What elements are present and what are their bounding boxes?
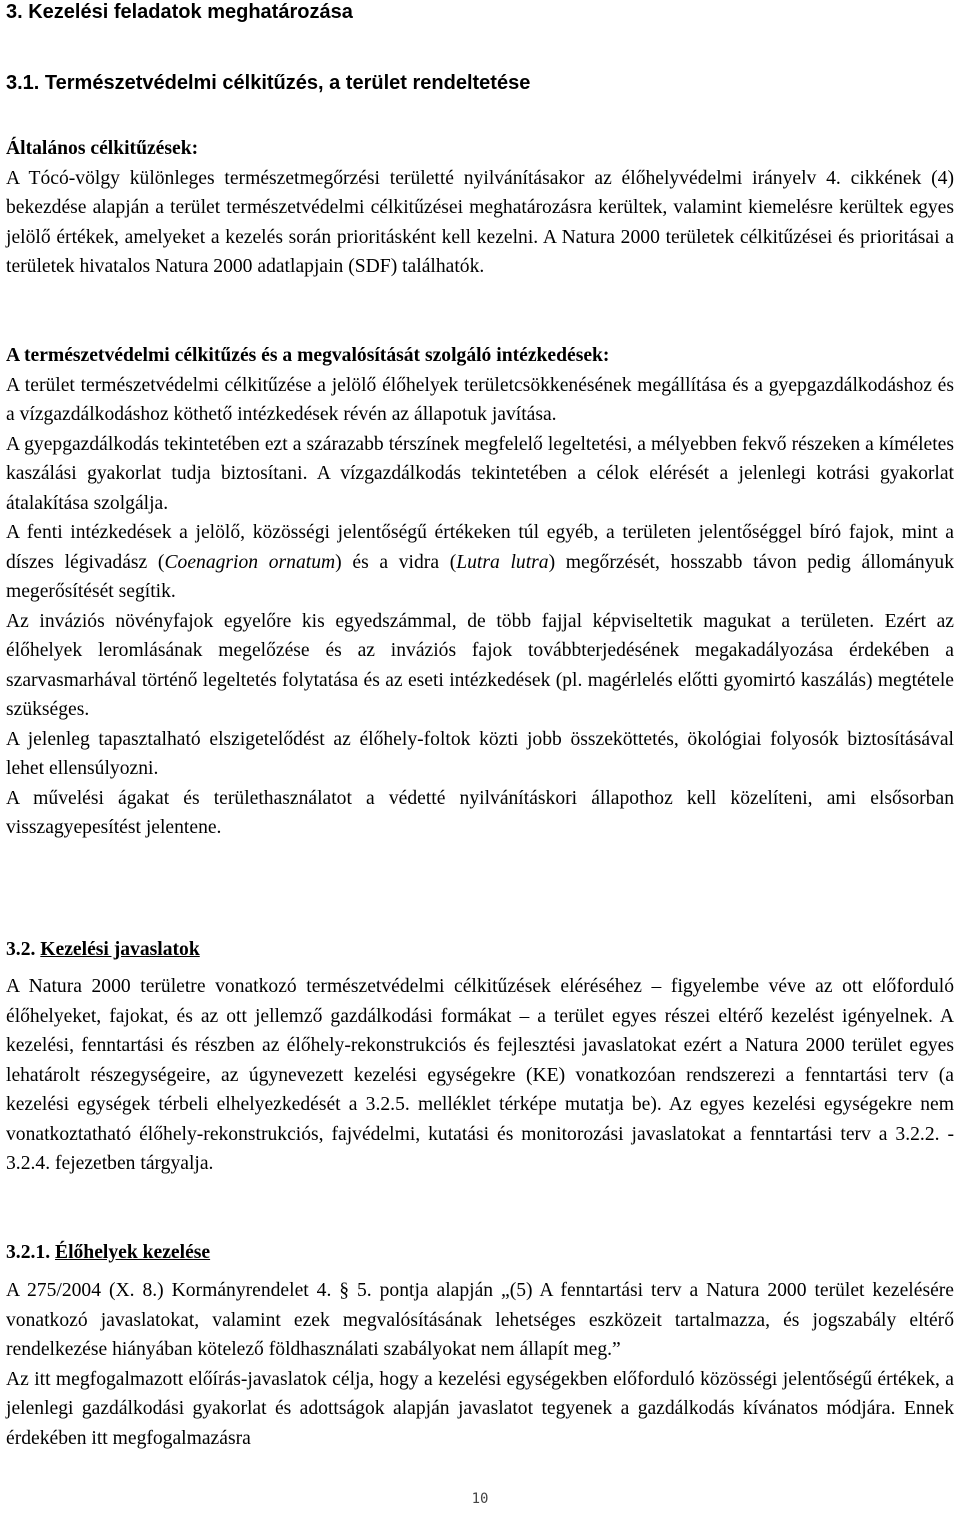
subsection-title-3-1: 3.1. Természetvédelmi célkitűzés, a terület rendeltetése [6, 72, 531, 94]
general-objectives-text: A Tócó-völgy különleges természetmegőrzési területté nyilvánításakor az élőhelyvédelmi irányelv 4. cikkének (4) bekezdése alapján a terület természetvédelmi célkitűzései meghatározásra kerültek, valamint kiemelésre kerültek egyes jelölő értékek, amelyeket a kezelés során prioritásként kell kezelni. A Natura 2000 területek célkitűzései és prioritásai a területek hivatalos Natura 2000 adatlapjain (SDF) találhatók. [6, 167, 954, 277]
subsection-heading-3-2 [6, 935, 954, 965]
measures-paragraph-3-part-a: A fenti intézkedések a jelölő, közösségi jelentőségű értékeken túl egyéb, a területen jelentőséggel bíró fajok, mint a díszes légivadász ( [6, 522, 954, 573]
measures-paragraph-3-part-c: ) megőrzését, hosszabb távon pedig állományuk megerősítését segítik. [6, 551, 955, 602]
habitat-management-paragraph-1: A 275/2004 (X. 8.) Kormányrendelet 4. § 5. pontja alapján „(5) A fenntartási terv a Natura 2000 terület kezelésére vonatkozó javaslatokat, valamint ezek megvalósításának lehetséges eszközeit tartalmazza, és jogszabály eltérő rendelkezése hiányában kötelező földhasználati szabályokat nem állapít meg.” [6, 1280, 954, 1360]
section-title: 3. Kezelési feladatok meghatározása [6, 1, 353, 23]
measures-paragraph-3 [6, 518, 954, 607]
general-objectives-heading: Általános célkitűzések: [6, 138, 199, 159]
habitat-management-block [6, 1276, 954, 1453]
measures-block [6, 341, 954, 843]
measures-paragraph-1: A terület természetvédelmi célkitűzése a jelölő élőhelyek területcsökkenésének megállítása és a gyepgazdálkodáshoz és a vízgazdálkodáshoz köthető intézkedések révén az állapotuk javítása. [6, 374, 954, 425]
measures-heading: A természetvédelmi célkitűzés és a megvalósítását szolgáló intézkedések: [6, 345, 610, 366]
measures-paragraph-4: Az inváziós növényfajok egyelőre kis egyedszámmal, de több fajjal képviseltetik magukat a területen. Ezért az élőhelyek leromlásának megelőzése és az inváziós fajok továbbterjedésének megakadályozása érdekében a szarvasmarhával történő legeltetés folytatása és az eseti intézkedések (pl. magérlelés előtti gyomirtó kaszálás) megtétele szükséges. [6, 610, 954, 720]
measures-paragraph-6: A művelési ágakat és területhasználatot a védetté nyilvánításkori állapothoz kell közelíteni, ami elsősorban visszagyepesítést jelentene. [6, 787, 954, 838]
general-objectives-block [6, 134, 954, 282]
species-name-lutra: Lutra lutra [456, 551, 549, 573]
measures-paragraph-2: A gyepgazdálkodás tekintetében ezt a szárazabb térszínek megfelelő legeltetési, a mélyebben fekvő részeken a kíméletes kaszálási gyakorlat tudja biztosítani. A vízgazdálkodás tekintetében a célok elérését a jelenlegi kotrási gyakorlat átalakítása szolgálja. [6, 433, 954, 514]
management-proposals-text: A Natura 2000 területre vonatkozó természetvédelmi célkitűzések eléréséhez – figyelembe véve az ott előforduló élőhelyeket, fajokat, és az ott jellemző gazdálkodási formákat – a terület egyes részei eltérő kezelést igényelnek. A kezelési, fenntartási és részben az élőhely-rekonstrukciós és fejlesztési javaslatokat ezért a Natura 2000 terület egyes lehatárolt részegységeire, az úgynevezett kezelési egységekre (KE) vonatkozóan rendszerezi a fenntartási terv (a kezelési egységek térbeli elhelyezkedését a 3.2.5. melléklet térképe mutatja be). Az egyes kezelési egységekre nem vonatkoztatható élőhely-rekonstrukciós, fajvédelmi, kutatási és monitorozási javaslatokat a fenntartási terv a 3.2.2. - 3.2.4. fejezetben tárgyalja. [6, 976, 954, 1174]
subsection-number-3-2-1: 3.2.1. [6, 1242, 51, 1263]
species-name-coenagrion: Coenagrion ornatum [164, 551, 336, 573]
page-number: 10 [471, 1491, 489, 1507]
subsection-title-3-2-1: Élőhelyek kezelése [55, 1242, 211, 1263]
measures-paragraph-5: A jelenleg tapasztalható elszigetelődést az élőhely-foltok közti jobb összeköttetés, ökológiai folyosók biztosításával lehet ellensúlyozni. [6, 728, 954, 779]
measures-paragraph-3-part-b: ) és a vidra ( [335, 551, 457, 573]
subsection-number-3-2: 3.2. [6, 939, 36, 960]
subsection-heading-3-2-1 [6, 1238, 954, 1268]
habitat-management-paragraph-2: Az itt megfogalmazott előírás-javaslatok célja, hogy a kezelési egységekben előforduló közösségi jelentőségű értékek, a jelenlegi gazdálkodási gyakorlat és adottságok alapján javaslatot tegyenek a gazdálkodás kívánatos módjára. Ennek érdekében itt megfogalmazásra [6, 1368, 954, 1449]
subsection-title-3-2: Kezelési javaslatok [40, 939, 200, 960]
